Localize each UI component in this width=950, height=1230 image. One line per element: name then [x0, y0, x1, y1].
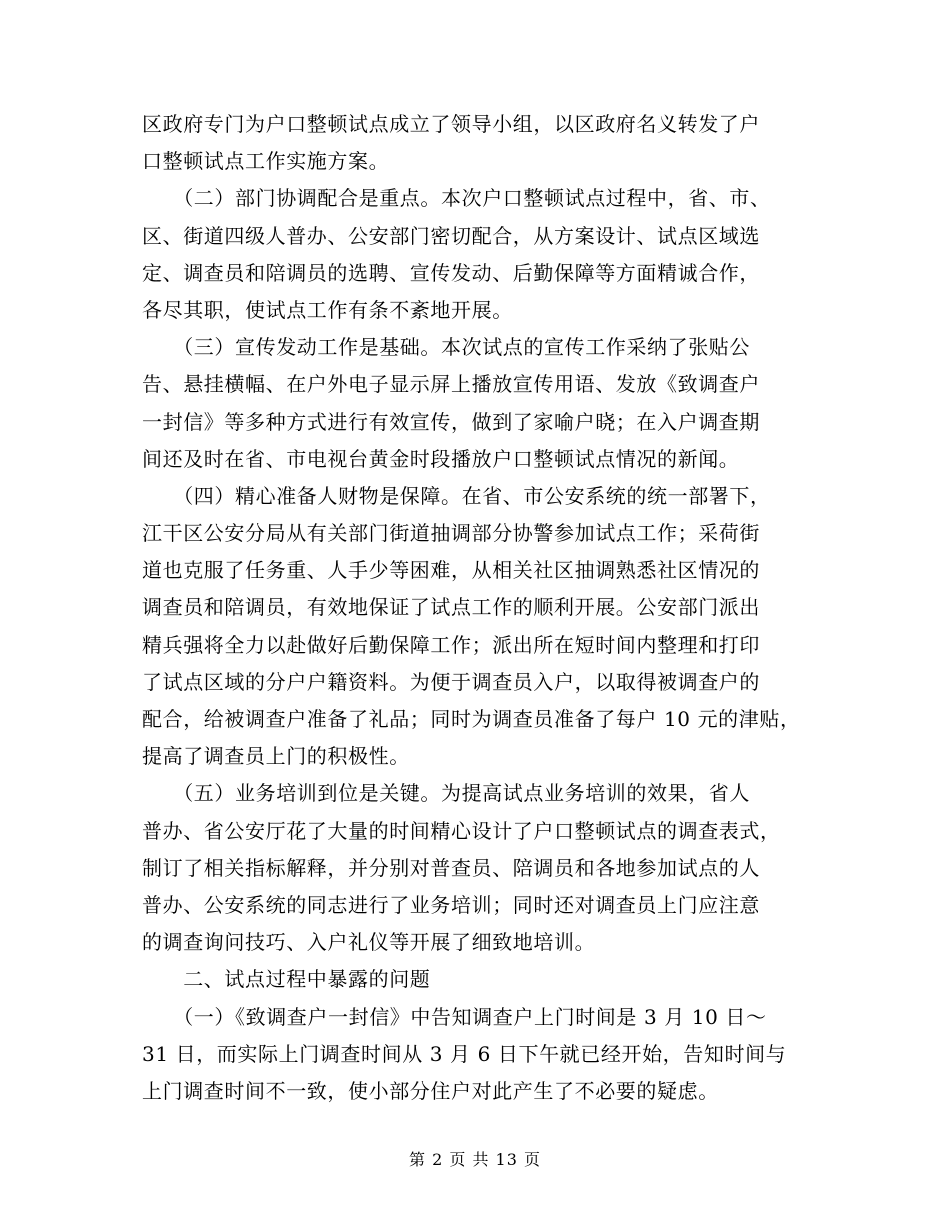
text-line: （三）宣传发动工作是基础。本次试点的宣传工作采纳了张贴公 — [142, 335, 750, 360]
text-line: 道也克服了任务重、人手少等困难，从相关社区抽调熟悉社区情况的 — [142, 558, 760, 583]
text-line: 口整顿试点工作实施方案。 — [142, 149, 390, 174]
text-line: 区政府专门为户口整顿试点成立了领导小组，以区政府名义转发了户 — [142, 112, 760, 136]
text-line: 配合，给被调查户准备了礼品；同时为调查员准备了每户 10 元的津贴， — [142, 707, 801, 731]
page-footer — [0, 1148, 950, 1172]
text-line: （二）部门协调配合是重点。本次户口整顿试点过程中，省、市、 — [142, 186, 771, 211]
text-line: 精兵强将全力以赴做好后勤保障工作；派出所在短时间内整理和打印 — [142, 632, 760, 657]
text-line: 了试点区域的分户户籍资料。为便于调查员入户，以取得被调查户的 — [142, 669, 760, 694]
text-line: 间还及时在省、市电视台黄金时段播放户口整顿试点情况的新闻。 — [142, 446, 740, 471]
section-heading: 二、试点过程中暴露的问题 — [142, 967, 431, 992]
text-line: 上门调查时间不一致，使小部分住户对此产生了不必要的疑虑。 — [142, 1078, 719, 1103]
text-line: 各尽其职，使试点工作有条不紊地开展。 — [142, 297, 513, 322]
text-line: 定、调查员和陪调员的选聘、宣传发动、后勤保障等方面精诚合作， — [142, 260, 760, 285]
body-text — [142, 106, 814, 1110]
text-line: 一封信》等多种方式进行有效宣传，做到了家喻户晓；在入户调查期 — [142, 409, 760, 434]
text-line: 普办、公安系统的同志进行了业务培训；同时还对调查员上门应注意 — [142, 892, 760, 917]
text-line: 告、悬挂横幅、在户外电子显示屏上播放宣传用语、发放《致调查户 — [142, 372, 760, 397]
text-line: （一）《致调查户一封信》中告知调查户上门时间是 3 月 10 日～ — [142, 1004, 767, 1029]
text-line: 调查员和陪调员，有效地保证了试点工作的顺利开展。公安部门派出 — [142, 595, 760, 620]
text-line: 提高了调查员上门的积极性。 — [142, 744, 410, 769]
page-number: 第 2 页 共 13 页 — [409, 1150, 541, 1169]
text-line: 制订了相关指标解释，并分别对普查员、陪调员和各地参加试点的人 — [142, 855, 760, 880]
text-line: （四）精心准备人财物是保障。在省、市公安系统的统一部署下， — [142, 483, 771, 508]
text-line: （五）业务培训到位是关键。为提高试点业务培训的效果，省人 — [142, 781, 750, 806]
text-line: 区、街道四级人普办、公安部门密切配合，从方案设计、试点区域选 — [142, 223, 760, 248]
text-line: 31 日，而实际上门调查时间从 3 月 6 日下午就已经开始，告知时间与 — [142, 1041, 787, 1066]
text-line: 的调查询问技巧、入户礼仪等开展了细致地培训。 — [142, 930, 596, 955]
text-line: 普办、省公安厅花了大量的时间精心设计了户口整顿试点的调查表式， — [142, 818, 781, 843]
text-line: 江干区公安分局从有关部门街道抽调部分协警参加试点工作；采荷街 — [142, 521, 760, 546]
